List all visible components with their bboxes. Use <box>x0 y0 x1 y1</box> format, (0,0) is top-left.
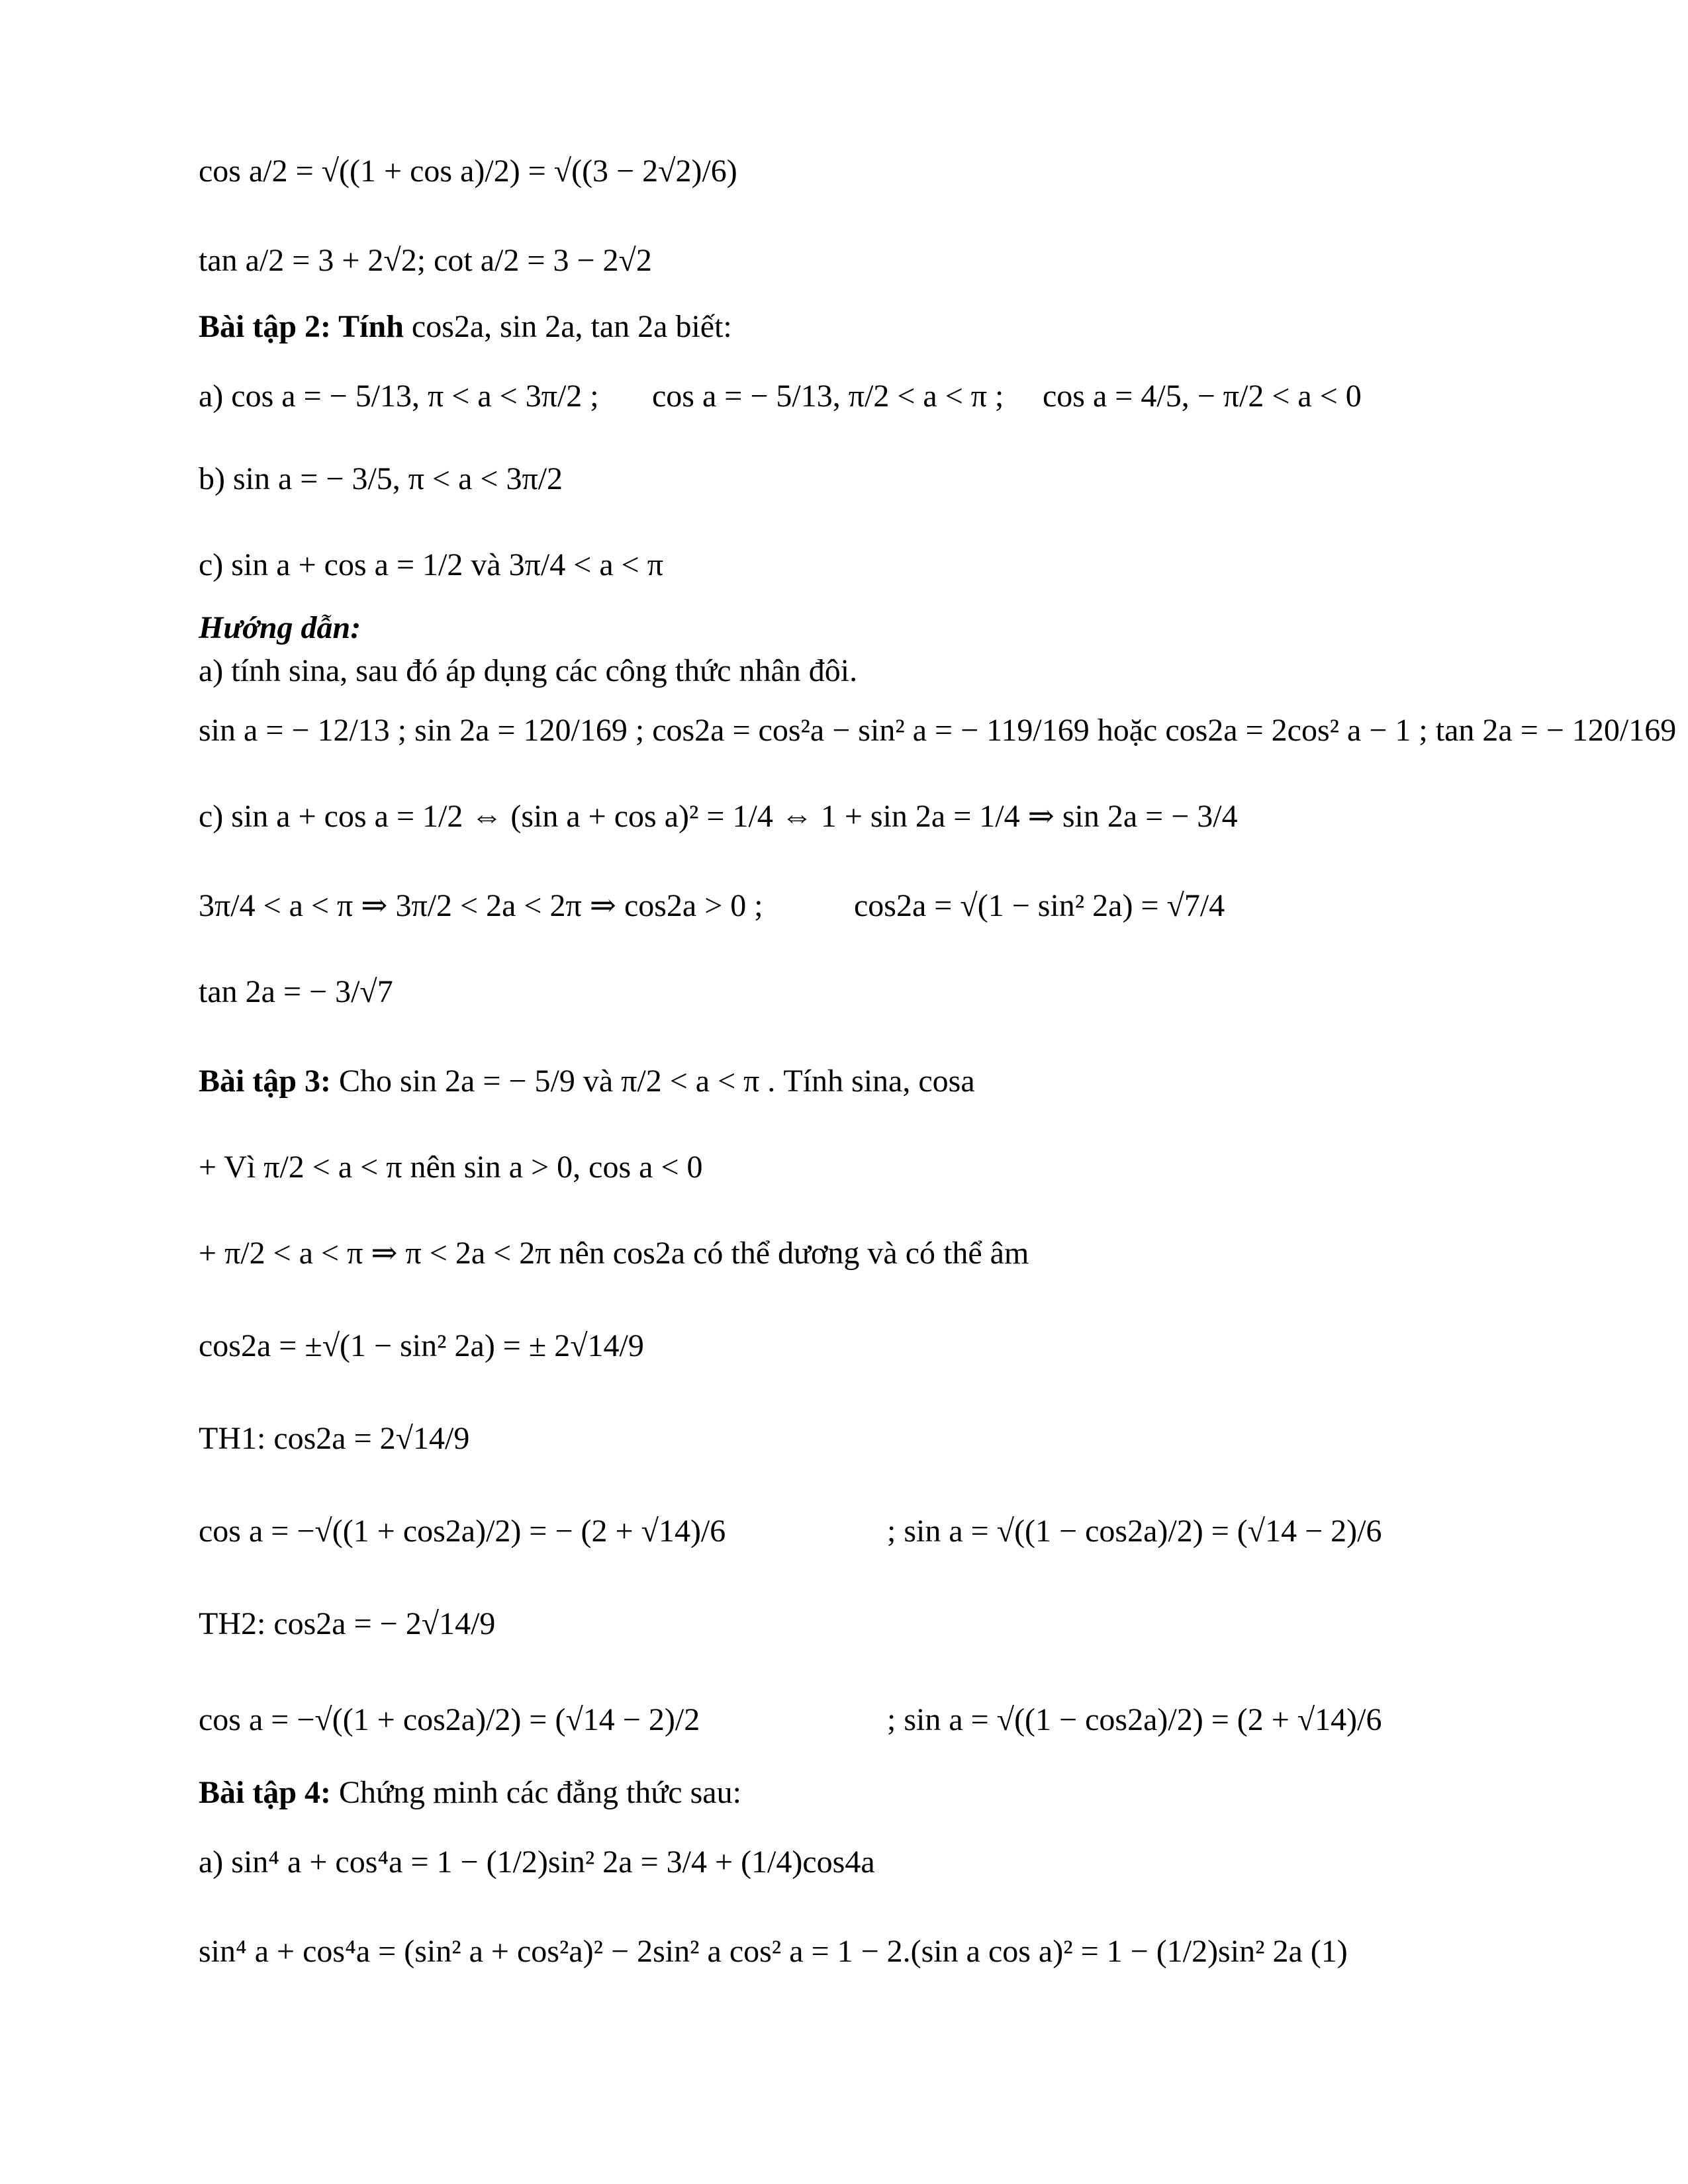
exercise-2-heading <box>199 311 732 343</box>
formula-line: TH2: cos2a = − 2√14/9 <box>199 1606 496 1641</box>
exercise-label: Bài tập 4: <box>199 1775 332 1810</box>
formula-line: + Vì π/2 < a < π nên sin a > 0, cos a < 0 <box>199 1150 703 1185</box>
formula-line: tan 2a = − 3/√7 <box>199 974 393 1009</box>
text: Cho sin 2a = − 5/9 và π/2 < a < π . Tính sina, cosa <box>331 1064 975 1099</box>
formula-line: a) sin⁴ a + cos⁴a = 1 − (1/2)sin² 2a = 3/4 + (1/4)cos4a <box>199 1844 875 1880</box>
formula: cos2a, sin 2a, tan 2a <box>403 309 668 344</box>
formula-line: 3π/4 < a < π ⇒ 3π/2 < 2a < 2π ⇒ cos2a > 0 ; <box>199 888 763 923</box>
exercise-4-heading <box>199 1777 741 1809</box>
formula-line: cos a = − 5/13, π/2 < a < π ; <box>652 379 1004 414</box>
formula-line: cos a = 4/5, − π/2 < a < 0 <box>1043 379 1362 414</box>
formula-line: ; sin a = √((1 − cos2a)/2) = (2 + √14)/6 <box>887 1702 1382 1737</box>
formula-line: cos a = −√((1 + cos2a)/2) = (√14 − 2)/2 <box>199 1702 700 1737</box>
formula-line: sin⁴ a + cos⁴a = (sin² a + cos²a)² − 2sin² a cos² a = 1 − 2.(sin a cos a)² = 1 − (1/2)sin² 2a (1) <box>199 1934 1348 1969</box>
formula-line: c) sin a + cos a = 1/2 và 3π/4 < a < π <box>199 547 663 582</box>
formula-line: sin a = − 12/13 ; sin 2a = 120/169 ; cos2a = cos²a − sin² a = − 119/169 hoặc cos2a = 2cos² a − 1 ; tan 2a = − 120/169 <box>199 713 1677 748</box>
formula-line: + π/2 < a < π ⇒ π < 2a < 2π nên cos2a có thể dương và có thể âm <box>199 1236 1029 1271</box>
formula-line: cos2a = ±√(1 − sin² 2a) = ± 2√14/9 <box>199 1328 644 1363</box>
text-line: a) tính sina, sau đó áp dụng các công thức nhân đôi. <box>199 653 858 688</box>
text: biết: <box>667 309 732 344</box>
formula-line: a) cos a = − 5/13, π < a < 3π/2 ; <box>199 379 599 414</box>
guide-heading: Hướng dẫn: <box>199 610 361 645</box>
exercise-label: Bài tập 2: Tính <box>199 309 404 344</box>
formula-line: tan a/2 = 3 + 2√2; cot a/2 = 3 − 2√2 <box>199 243 652 278</box>
formula-line: ; sin a = √((1 − cos2a)/2) = (√14 − 2)/6 <box>887 1514 1382 1549</box>
formula-line: cos2a = √(1 − sin² 2a) = √7/4 <box>854 888 1225 923</box>
exercise-3-heading <box>199 1066 975 1097</box>
exercise-label: Bài tập 3: <box>199 1064 332 1099</box>
formula-line: TH1: cos2a = 2√14/9 <box>199 1421 470 1456</box>
formula-line: cos a = −√((1 + cos2a)/2) = − (2 + √14)/6 <box>199 1514 726 1549</box>
formula-line: cos a/2 = √((1 + cos a)/2) = √((3 − 2√2)/6) <box>199 154 737 189</box>
text: Chứng minh các đẳng thức sau: <box>331 1775 741 1810</box>
formula-line: b) sin a = − 3/5, π < a < 3π/2 <box>199 461 563 496</box>
formula-line: c) sin a + cos a = 1/2 ⇔ (sin a + cos a)² = 1/4 ⇔ 1 + sin 2a = 1/4 ⇒ sin 2a = − 3/4 <box>199 799 1238 834</box>
